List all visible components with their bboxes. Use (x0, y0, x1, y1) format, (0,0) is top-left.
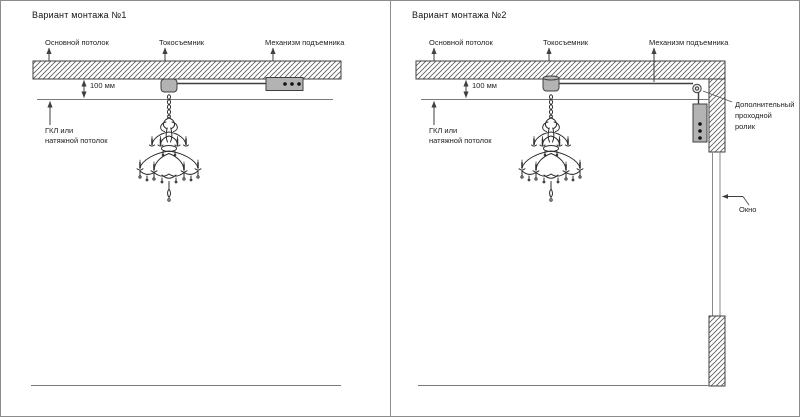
panel2-dim-100mm: 100 мм (472, 81, 497, 90)
panel1-dim-100mm: 100 мм (90, 81, 115, 90)
collector-cap-right (543, 76, 559, 80)
panel1-label-main-ceiling: Основной потолок (45, 38, 109, 47)
panel1-title: Вариант монтажа №1 (32, 10, 127, 20)
chandelier-icon-left (137, 95, 201, 202)
panel2-label-main-ceiling: Основной потолок (429, 38, 493, 47)
panel2-label-roller-line2: проходной (735, 111, 772, 120)
panel1-label-gkl-line1: ГКЛ или (45, 126, 74, 135)
panel2-title: Вариант монтажа №2 (412, 10, 507, 20)
ceiling-slab-right (416, 61, 725, 79)
mechanism-dots-right (698, 122, 702, 140)
panel2-label-mechanism: Механизм подъемника (649, 38, 729, 47)
window-leader-line (743, 197, 749, 206)
current-collector-left (161, 79, 177, 92)
roller-ring-icon (693, 84, 701, 92)
panel1-graphics (31, 48, 341, 386)
panel1-label-mechanism: Механизм подъемника (265, 38, 345, 47)
panel2-label-window: Окно (739, 205, 757, 214)
panel2-graphics (416, 48, 749, 386)
wall-column-right (709, 79, 725, 152)
mechanism-dots-left (283, 82, 301, 86)
panel2-label-roller-line3: ролик (735, 122, 756, 131)
panel2-label-gkl-line1: ГКЛ или (429, 126, 458, 135)
panel2-label-roller-line1: Дополнительный (735, 100, 795, 109)
panel2-label-collector: Токосъемник (543, 38, 589, 47)
chandelier-icon-right (519, 95, 583, 202)
panel1-label-gkl-line2: натяжной потолок (45, 136, 108, 145)
wall-sill-block-right (709, 316, 725, 386)
diagram-graphics (1, 1, 800, 417)
ceiling-slab-left (33, 61, 341, 79)
panel2-label-gkl-line2: натяжной потолок (429, 136, 492, 145)
panel1-label-collector: Токосъемник (159, 38, 205, 47)
